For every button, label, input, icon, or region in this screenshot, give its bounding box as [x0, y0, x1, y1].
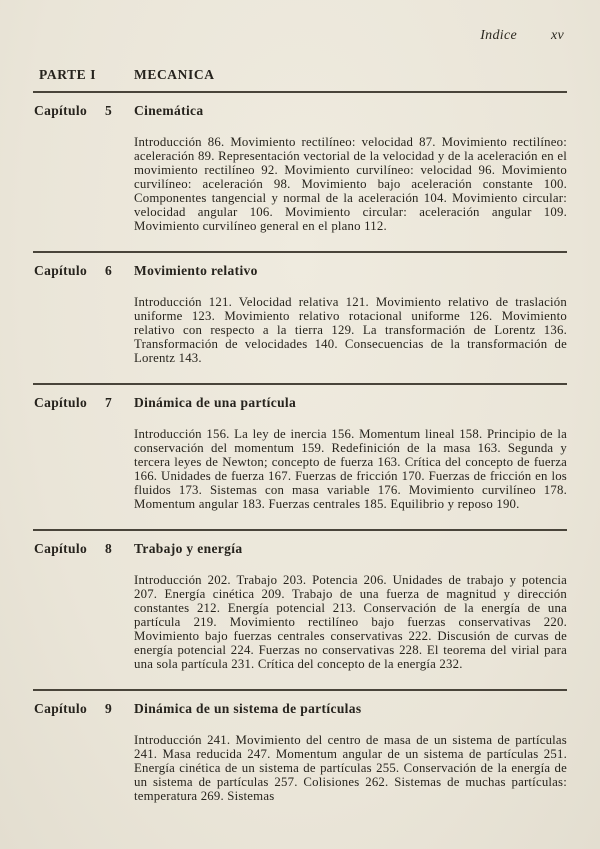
chapter-heading — [33, 263, 567, 279]
chapter-section — [33, 251, 567, 365]
chapter-contents: Introducción 156. La ley de inercia 156. Momentum lineal 158. Principio de la conservación del momentum 159. Redefinición de la masa 163. Segunda y tercera leyes de Newton; concepto de fuerza 163. Crítica del concepto de fuerza 166. Unidades de fuerza 167. Fuerzas de fricción 170. Fuerzas de fricción en los fluidos 173. Sistemas con masa variable 176. Movimiento curvilíneo 178. Momentum angular 183. Fuerzas centrales 185. Equilibrio y reposo 190. — [134, 427, 567, 511]
chapter-contents: Introducción 202. Trabajo 203. Potencia 206. Unidades de trabajo y potencia 207. Energía cinética 209. Trabajo de una fuerza de magnitud y dirección constantes 212. Energía potencial 213. Conservación de la energía de una partícula 219. Movimiento rectilíneo bajo fuerzas conservativas 220. Movimiento bajo fuerzas centrales conservativas 222. Discusión de curvas de energía potencial 224. Fuerzas no conservativas 228. El teorema del virial para una sola partícula 231. Crítica del concepto de la energía 232. — [134, 573, 567, 671]
part-heading — [33, 67, 567, 83]
chapter-title: Dinámica de un sistema de partículas — [134, 701, 362, 716]
chapter-title: Movimiento relativo — [134, 263, 258, 278]
chapter-label: Capítulo — [34, 103, 88, 118]
chapter-label: Capítulo — [34, 263, 88, 278]
chapter-section — [33, 529, 567, 671]
chapter-contents: Introducción 241. Movimiento del centro de masa de un sistema de partículas 241. Masa reducida 247. Momentum angular de un sistema de partículas 251. Energía cinética de un sistema de partículas 255. Conservación de la energía de un sistema de partículas 257. Colisiones 262. Sistemas de muchas partículas: temperatura 269. Sistemas — [134, 733, 567, 803]
chapter-heading — [33, 541, 567, 557]
chapter-section — [33, 689, 567, 803]
chapter-heading — [33, 103, 567, 119]
chapter-number: 8 — [105, 541, 113, 556]
part-title: MECANICA — [134, 67, 215, 82]
chapter-title: Trabajo y energía — [134, 541, 243, 556]
chapter-section — [33, 383, 567, 511]
chapter-title: Dinámica de una partícula — [134, 395, 297, 410]
index-label: Indice — [480, 28, 517, 43]
chapter-label: Capítulo — [34, 541, 88, 556]
chapter-contents: Introducción 86. Movimiento rectilíneo: velocidad 87. Movimiento rectilíneo: aceleración 89. Representación vectorial de la velocidad y de la aceleración en el movimiento rectilíneo 92. Movimiento curvilíneo: velocidad 96. Movimiento curvilíneo: aceleración 98. Movimiento bajo aceleración constante 100. Componentes tangencial y normal de la aceleración 104. Movimiento circular: velocidad angular 106. Movimiento circular: aceleración angular 109. Movimiento curvilíneo general en el plano 112. — [134, 135, 567, 233]
section-divider — [33, 251, 567, 253]
part-label: PARTE I — [39, 67, 97, 82]
chapter-label: Capítulo — [34, 395, 88, 410]
chapter-number: 7 — [105, 395, 113, 410]
section-divider — [33, 529, 567, 531]
chapter-label: Capítulo — [34, 701, 88, 716]
chapter-heading — [33, 701, 567, 717]
section-divider — [33, 91, 567, 93]
chapter-number: 6 — [105, 263, 113, 278]
chapter-heading — [33, 395, 567, 411]
chapter-number: 5 — [105, 103, 113, 118]
running-head — [33, 28, 567, 44]
section-divider — [33, 689, 567, 691]
chapter-number: 9 — [105, 701, 113, 716]
page-number: xv — [550, 28, 564, 43]
chapter-section — [33, 91, 567, 233]
section-divider — [33, 383, 567, 385]
chapter-title: Cinemática — [134, 103, 204, 118]
chapter-contents: Introducción 121. Velocidad relativa 121. Movimiento relativo de traslación uniforme 123. Movimiento relativo rotacional uniforme 126. Movimiento relativo con respecto a la tierra 129. La transformación de Lorentz 136. Transformación de velocidades 140. Consecuencias de la transformación de Lorentz 143. — [134, 295, 567, 365]
